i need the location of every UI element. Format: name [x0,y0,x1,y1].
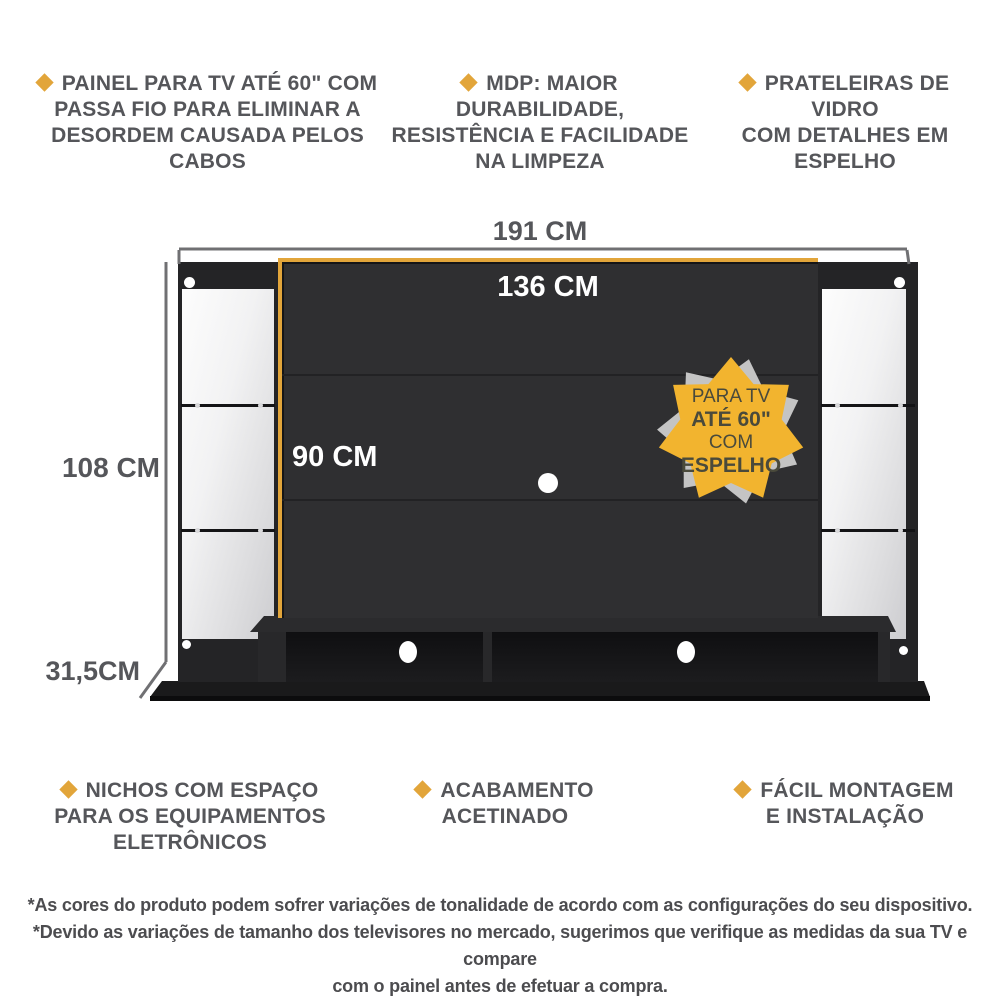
feature-prateleiras [705,71,985,175]
feature-line: DESORDEM CAUSADA PELOS CABOS [51,124,364,173]
shelf-left-wall [258,632,286,682]
shelf-top-surface [250,616,896,632]
glass-shelf [181,404,275,407]
cable-hole-left [399,641,417,663]
feature-line: RESISTÊNCIA E FACILIDADE [391,124,689,147]
diamond-icon [734,780,752,798]
fitting-dot [894,277,905,288]
footer-disclaimer [0,892,1000,1000]
badge-line: COM [708,432,754,453]
diamond-icon [460,73,478,91]
disclaimer-line: *Devido as variações de tamanho dos televisores no mercado, sugerimos que verifique as medidas da sua TV e compare [32,922,968,969]
feature-line: PARA OS EQUIPAMENTOS [54,805,326,828]
dimension-panel-height: 90 CM [292,441,378,473]
cable-hole-right [677,641,695,663]
dimension-total-height: 108 CM [61,452,160,483]
feature-line: ESPELHO [794,150,896,173]
glass-shelf [821,404,915,407]
disclaimer-line: *As cores do produto podem sofrer variações de tonalidade de acordo com as configurações do seu dispositivo. [27,895,973,915]
shelf-divider [483,632,492,682]
dimension-depth: 31,5CM [45,656,140,686]
shelf-right-wall [878,632,890,682]
feature-line: NA LIMPEZA [475,150,605,173]
badge-text [656,356,806,506]
feature-montagem [690,778,1000,830]
diamond-icon [414,780,432,798]
feature-line: COM DETALHES EM [741,124,949,147]
feature-line: ACABAMENTO [440,779,594,802]
feature-line: PRATELEIRAS DE VIDRO [764,72,950,121]
panel-cable-hole [538,473,558,493]
diamond-icon [59,780,77,798]
feature-line: NICHOS COM ESPAÇO [85,779,319,802]
badge-line: PARA TV [691,386,771,407]
shelf-niches [258,632,890,682]
diamond-icon [738,73,756,91]
fitting-dot [182,640,191,649]
feature-line: E INSTALAÇÃO [765,805,925,828]
base-platform [150,681,930,697]
glass-shelf [181,529,275,532]
feature-line: PASSA FIO PARA ELIMINAR A [54,98,361,121]
base-platform-edge [150,696,930,701]
disclaimer-line: com o painel antes de efetuar a compra. [332,976,668,996]
feature-line: MDP: MAIOR DURABILIDADE, [455,72,625,121]
feature-line: FÁCIL MONTAGEM [760,779,954,802]
feature-panel-tv [30,71,385,175]
diamond-icon [35,73,53,91]
dimension-total-width: 191 CM [492,216,588,246]
fitting-dot [899,646,908,655]
feature-line: PAINEL PARA TV ATÉ 60" COM [61,72,378,95]
feature-nichos [20,778,360,856]
glass-shelf [821,529,915,532]
dimension-panel-width: 136 CM [497,271,599,303]
left-mirror [182,289,274,639]
badge-line: ESPELHO [680,454,782,477]
badge-line: ATÉ 60" [691,408,771,431]
feature-line: ACETINADO [441,805,569,828]
feature-acabamento [355,778,655,830]
right-mirror [822,289,906,639]
fitting-dot [184,277,195,288]
feature-mdp [380,71,700,175]
feature-line: ELETRÔNICOS [113,831,267,854]
